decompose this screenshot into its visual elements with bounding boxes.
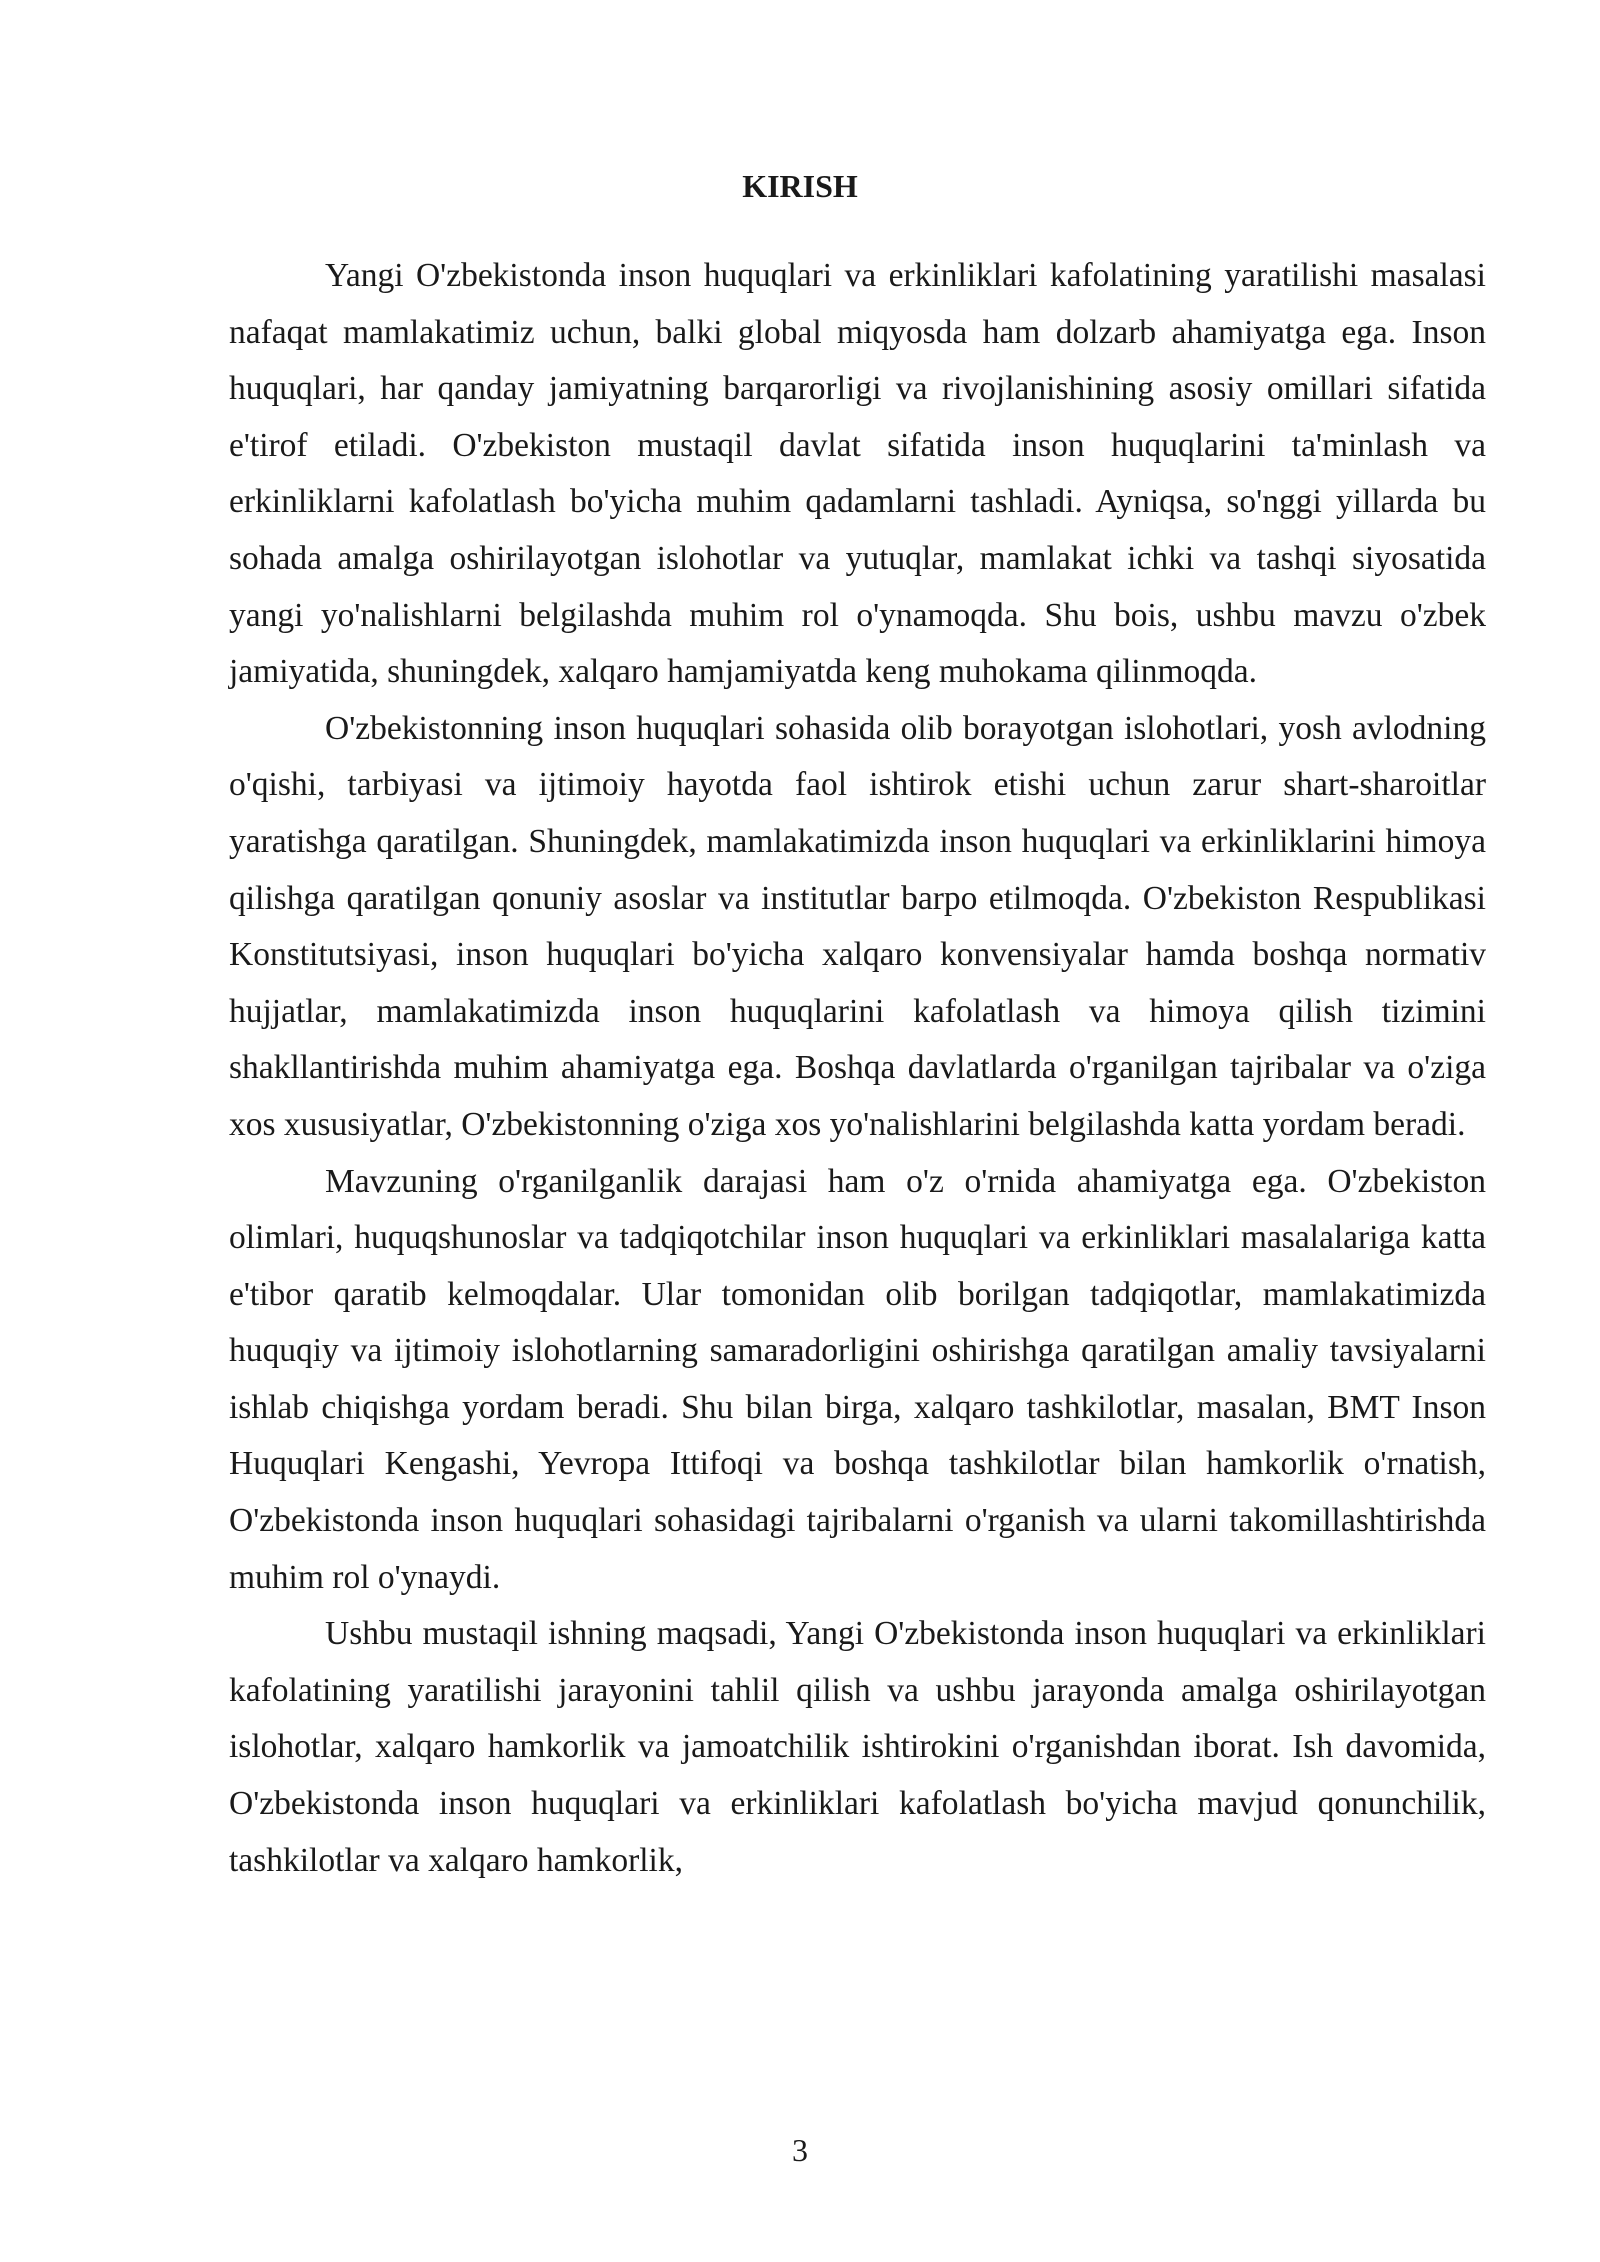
document-body [229, 248, 1486, 1889]
page-title: KIRISH [742, 168, 858, 204]
paragraph-1: Yangi O'zbekistonda inson huquqlari va erkinliklari kafolatining yaratilishi masalasi nafaqat mamlakatimiz uchun, balki global miqyosda ham dolzarb ahamiyatga ega. Inson huquqlari, har qanday jamiyatning barqarorligi va rivojlanishining asosiy omillari sifatida e'tirof etiladi. O'zbekiston mustaqil davlat sifatida inson huquqlarini ta'minlash va erkinliklarni kafolatlash bo'yicha muhim qadamlarni tashladi. Ayniqsa, so'nggi yillarda bu sohada amalga oshirilayotgan islohotlar va yutuqlar, mamlakat ichki va tashqi siyosatida yangi yo'nalishlarni belgilashda muhim rol o'ynamoqda. Shu bois, ushbu mavzu o'zbek jamiyatida, shuningdek, xalqaro hamjamiyatda keng muhokama qilinmoqda. [229, 257, 1486, 691]
paragraph-3: Mavzuning o'rganilganlik darajasi ham o'z o'rnida ahamiyatga ega. O'zbekiston olimlari, huquqshunoslar va tadqiqotchilar inson huquqlari va erkinliklari masalalariga katta e'tibor qaratib kelmoqdalar. Ular tomonidan olib borilgan tadqiqotlar, mamlakatimizda huquqiy va ijtimoiy islohotlarning samaradorligini oshirishga qaratilgan amaliy tavsiyalarni ishlab chiqishga yordam beradi. Shu bilan birga, xalqaro tashkilotlar, masalan, BMT Inson Huquqlari Kengashi, Yevropa Ittifoqi va boshqa tashkilotlar bilan hamkorlik o'rnatish, O'zbekistonda inson huquqlari sohasidagi tajribalarni o'rganish va ularni takomillashtirishda muhim rol o'ynaydi. [229, 1162, 1486, 1596]
paragraph-2: O'zbekistonning inson huquqlari sohasida olib borayotgan islohotlari, yosh avlodning o'qishi, tarbiyasi va ijtimoiy hayotda faol ishtirok etishi uchun zarur shart-sharoitlar yaratishga qaratilgan. Shuningdek, mamlakatimizda inson huquqlari va erkinliklarini himoya qilishga qaratilgan qonuniy asoslar va institutlar barpo etilmoqda. O'zbekiston Respublikasi Konstitutsiyasi, inson huquqlari bo'yicha xalqaro konvensiyalar hamda boshqa normativ hujjatlar, mamlakatimizda inson huquqlarini kafolatlash va himoya qilish tizimini shakllantirishda muhim ahamiyatga ega. Boshqa davlatlarda o'rganilgan tajribalar va o'ziga xos xususiyatlar, O'zbekistonning o'ziga xos yo'nalishlarini belgilashda katta yordam beradi. [229, 709, 1486, 1143]
paragraph-4: Ushbu mustaqil ishning maqsadi, Yangi O'zbekistonda inson huquqlari va erkinliklari kafolatining yaratilishi jarayonini tahlil qilish va ushbu jarayonda amalga oshirilayotgan islohotlar, xalqaro hamkorlik va jamoatchilik ishtirokini o'rganishdan iborat. Ish davomida, O'zbekistonda inson huquqlari va erkinliklari kafolatlash bo'yicha mavjud qonunchilik, tashkilotlar va xalqaro hamkorlik, [229, 1615, 1486, 1879]
page-number: 3 [792, 2132, 808, 2168]
